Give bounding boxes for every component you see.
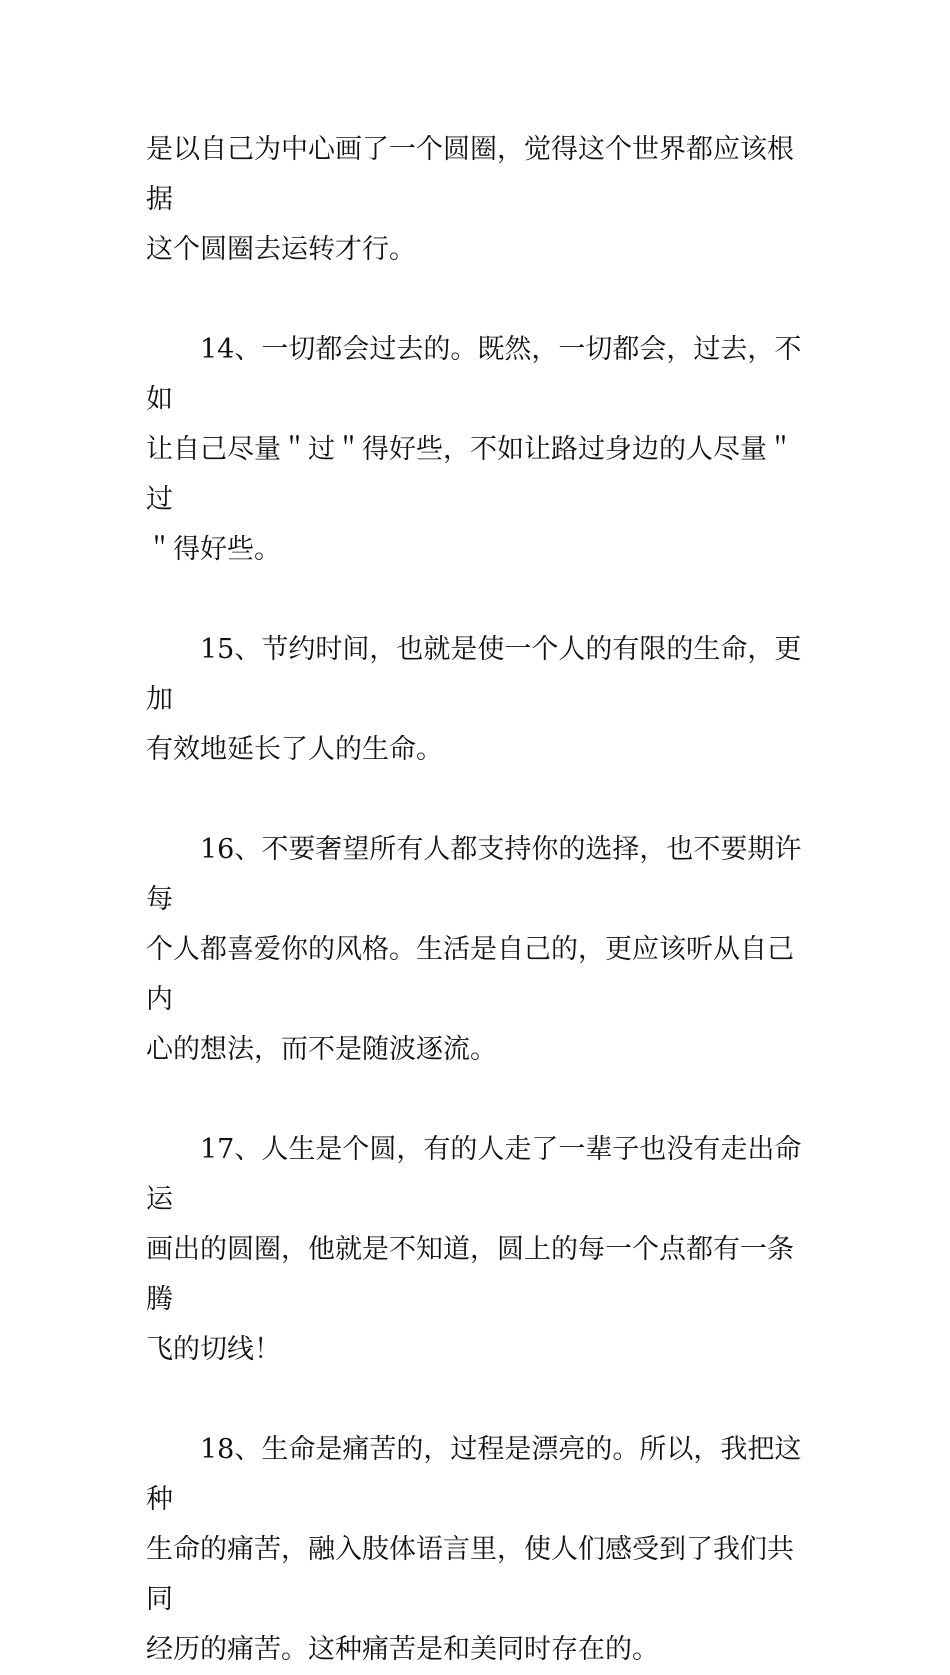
text-line: 15、节约时间，也就是使一个人的有限的生命，更加 bbox=[146, 634, 802, 715]
text-line: 飞的切线！ bbox=[146, 1334, 281, 1365]
paragraph-gap bbox=[146, 275, 810, 325]
text-line: 经历的痛苦。这种痛苦是和美同时存在的。 bbox=[146, 1634, 659, 1665]
text-line: 生命的痛苦，融入肢体语言里，使人们感受到了我们共同 bbox=[146, 1534, 794, 1615]
text-line: 让自己尽量＂过＂得好些，不如让路过身边的人尽量＂过 bbox=[146, 434, 794, 515]
text-line: 18、生命是痛苦的，过程是漂亮的。所以，我把这种 bbox=[146, 1434, 802, 1515]
text-line: 是以自己为中心画了一个圆圈，觉得这个世界都应该根据 bbox=[146, 134, 794, 215]
paragraph-14 bbox=[146, 325, 810, 575]
paragraph-15 bbox=[146, 625, 810, 775]
paragraph-gap bbox=[146, 775, 810, 825]
paragraph-16 bbox=[146, 825, 810, 1075]
text-line: 14、一切都会过去的。既然，一切都会，过去，不如 bbox=[146, 334, 802, 415]
paragraph-gap bbox=[146, 575, 810, 625]
text-line: 心的想法，而不是随波逐流。 bbox=[146, 1034, 497, 1065]
paragraph-17 bbox=[146, 1125, 810, 1375]
text-line: ＂得好些。 bbox=[146, 534, 281, 565]
paragraph-gap bbox=[146, 1075, 810, 1125]
text-line: 有效地延长了人的生命。 bbox=[146, 734, 443, 765]
text-line: 个人都喜爱你的风格。生活是自己的，更应该听从自己内 bbox=[146, 934, 794, 1015]
paragraph-continuation bbox=[146, 125, 810, 275]
paragraph-18 bbox=[146, 1425, 810, 1675]
paragraph-gap bbox=[146, 1375, 810, 1425]
text-line: 16、不要奢望所有人都支持你的选择，也不要期许每 bbox=[146, 834, 802, 915]
text-column bbox=[146, 125, 810, 1675]
text-line: 17、人生是个圆，有的人走了一辈子也没有走出命运 bbox=[146, 1134, 802, 1215]
text-line: 这个圆圈去运转才行。 bbox=[146, 234, 416, 265]
text-line: 画出的圆圈，他就是不知道，圆上的每一个点都有一条腾 bbox=[146, 1234, 794, 1315]
